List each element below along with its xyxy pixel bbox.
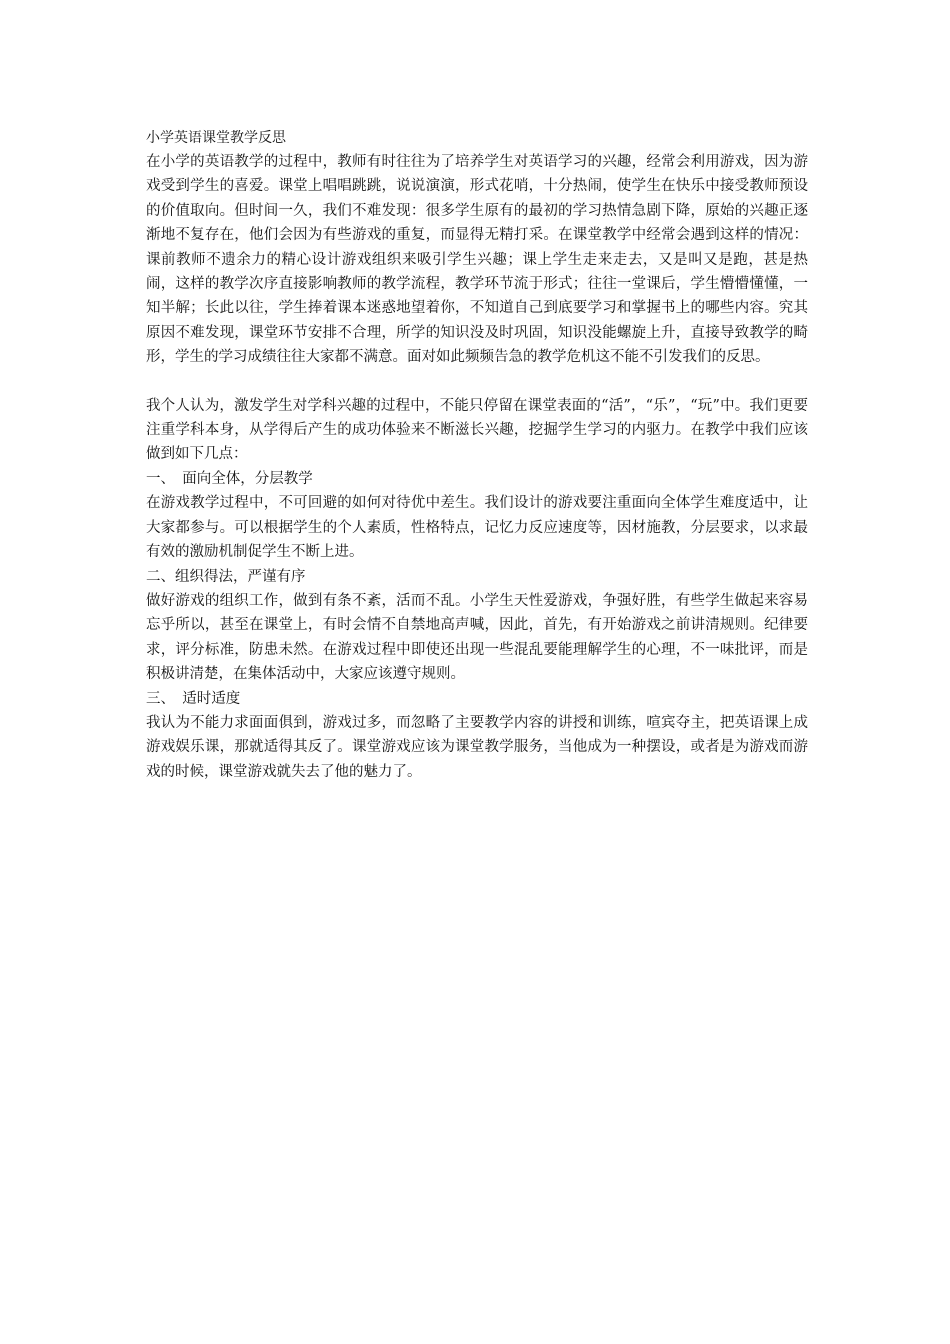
paragraph-spacer bbox=[146, 370, 808, 394]
section-heading-2: 二、组织得法，严谨有序 bbox=[146, 568, 306, 585]
paragraph-section-1: 在游戏教学过程中，不可回避的如何对待优中差生。我们设计的游戏要注重面向全体学生难度适中，让大家都参与。可以根据学生的个人素质，性格特点，记忆力反应速度等，因材施教，分层要求，以求最有效的激励机制促学生不断上进。 bbox=[146, 495, 808, 561]
document-page bbox=[146, 126, 808, 784]
document-title: 小学英语课堂教学反思 bbox=[146, 130, 286, 146]
paragraph-section-2: 做好游戏的组织工作，做到有条不紊，活而不乱。小学生天性爱游戏，争强好胜，有些学生做起来容易忘乎所以，甚至在课堂上，有时会情不自禁地高声喊，因此，首先，有开始游戏之前讲清规则。纪律要求，评分标准，防患未然。在游戏过程中即使还出现一些混乱要能理解学生的心理，不一味批评，而是积极讲清楚，在集体活动中，大家应该遵守规则。 bbox=[146, 592, 808, 683]
paragraph-opinion: 我个人认为，激发学生对学科兴趣的过程中，不能只停留在课堂表面的“活”，“乐”，“玩”中。我们更要注重学科本身，从学得后产生的成功体验来不断滋长兴趣，挖掘学生学习的内驱力。在教学中我们应该做到如下几点： bbox=[146, 397, 808, 463]
section-heading-3: 三、 适时适度 bbox=[146, 690, 241, 707]
section-heading-1: 一、 面向全体，分层教学 bbox=[146, 470, 313, 487]
paragraph-section-3: 我认为不能力求面面俱到，游戏过多，而忽略了主要教学内容的讲授和训练，喧宾夺主，把英语课上成游戏娱乐课，那就适得其反了。课堂游戏应该为课堂教学服务，当他成为一种摆设，或者是为游戏而游戏的时候，课堂游戏就失去了他的魅力了。 bbox=[146, 714, 808, 780]
paragraph-intro: 在小学的英语教学的过程中，教师有时往往为了培养学生对英语学习的兴趣，经常会利用游戏，因为游戏受到学生的喜爱。课堂上唱唱跳跳，说说演演，形式花哨，十分热闹，使学生在快乐中接受教师预设的价值取向。但时间一久，我们不难发现：很多学生原有的最初的学习热情急剧下降，原始的兴趣正逐渐地不复存在，他们会因为有些游戏的重复，而显得无精打采。在课堂教学中经常会遇到这样的情况：课前教师不遗余力的精心设计游戏组织来吸引学生兴趣；课上学生走来走去，又是叫又是跑，甚是热闹，这样的教学次序直接影响教师的教学流程，教学环节流于形式；往往一堂课后，学生懵懵懂懂，一知半解；长此以往，学生捧着课本迷惑地望着你，不知道自己到底要学习和掌握书上的哪些内容。究其原因不难发现，课堂环节安排不合理，所学的知识没及时巩固，知识没能螺旋上升，直接导致教学的畸形，学生的学习成绩往往大家都不满意。面对如此频频告急的教学危机这不能不引发我们的反思。 bbox=[146, 154, 808, 366]
